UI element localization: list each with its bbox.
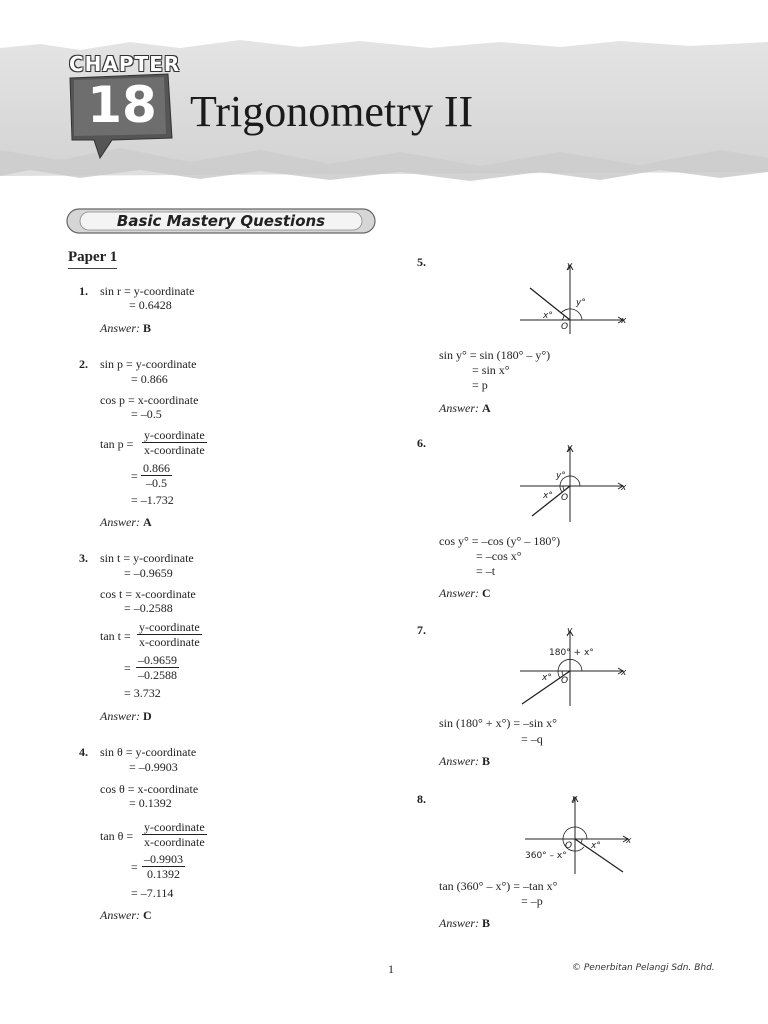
q5-axis-y-label: y: [567, 261, 573, 271]
question-number: 5.: [417, 255, 426, 269]
section-label: Basic Mastery Questions: [116, 212, 326, 230]
q5-line: = p: [472, 378, 488, 392]
chapter-number: 18: [87, 76, 157, 134]
q4-eq: =: [131, 860, 138, 874]
q7-axis-x-label: x: [621, 668, 627, 678]
q3-line: cos t = x-coordinate: [100, 587, 196, 601]
q3-fraction: y-coordinate x-coordinate: [139, 620, 200, 649]
q7-origin-label: O: [561, 676, 569, 686]
q7-line: = –q: [521, 732, 543, 746]
q7-axis-y-label: y: [567, 626, 573, 636]
q2-fraction: $\frac{0.866}{-0.5}$: [143, 461, 170, 490]
q4-line: = –0.9903: [129, 760, 178, 774]
q4-fraction: $\frac{-0.9903}{0.1392}$: [144, 852, 183, 881]
q2-line: = 0.866: [131, 372, 168, 386]
q4-line: cos θ = x-coordinate: [100, 782, 199, 796]
q4-line: sin θ = y-coordinate: [100, 745, 197, 759]
question-number: 7.: [417, 623, 426, 637]
q6-line: cos y° = –cos (y° – 180°): [439, 534, 561, 548]
q1-line: = 0.6428: [129, 298, 172, 312]
q2-fraction: y-coordinate x-coordinate: [144, 428, 205, 457]
q4-fraction: y-coordinate x-coordinate: [144, 820, 205, 849]
question-number: 2.: [79, 357, 88, 371]
q7-angle-label: x°: [542, 673, 552, 683]
q2-line: cos p = x-coordinate: [100, 393, 199, 407]
q2-eq: =: [131, 469, 138, 483]
q1-answer: Answer: B: [100, 321, 152, 335]
q2-result: = –1.732: [131, 493, 174, 507]
q2-line: = –0.5: [131, 407, 162, 421]
q8-origin-label: O: [565, 841, 573, 851]
paper-label: Paper 1: [68, 249, 117, 269]
q1-line: sin r = y-coordinate: [100, 284, 195, 298]
q3-line: = –0.9659: [124, 566, 173, 580]
q4-result: = –7.114: [131, 886, 174, 900]
q5-answer: Answer: A: [439, 401, 491, 415]
question-number: 3.: [79, 551, 88, 565]
q6-angle-label: y°: [556, 471, 566, 481]
chapter-word: CHAPTER: [69, 52, 181, 76]
q7-angle-label: 180° + x°: [549, 648, 594, 658]
q5-axis-x-label: x: [621, 316, 627, 326]
q6-line: = –cos x°: [476, 549, 522, 563]
q3-eq: =: [124, 661, 131, 675]
q8-angle-label: x°: [591, 841, 601, 851]
q8-line: = –p: [521, 894, 543, 908]
q3-fraction: $\frac{-0.9659}{-0.2588}$: [138, 653, 177, 682]
q3-line: sin t = y-coordinate: [100, 551, 194, 565]
q8-angle-label: 360° – x°: [525, 851, 567, 861]
question-number: 6.: [417, 436, 426, 450]
copyright: © Penerbitan Pelangi Sdn. Bhd.: [572, 963, 715, 973]
q5-origin-label: O: [561, 322, 569, 332]
q8-axis-y-label: y: [572, 794, 578, 804]
q6-axis-x-label: x: [621, 483, 627, 493]
page-number: 1: [388, 962, 394, 976]
q5-line: sin y° = sin (180° – y°): [439, 348, 551, 362]
q4-line: = 0.1392: [129, 796, 172, 810]
q3-answer: Answer: D: [100, 709, 152, 723]
q8-answer: Answer: B: [439, 916, 491, 930]
q3-result: = 3.732: [124, 686, 161, 700]
q2-line: sin p = y-coordinate: [100, 357, 197, 371]
q8-line: tan (360° – x°) = –tan x°: [439, 879, 558, 893]
q4-answer: Answer: C: [100, 908, 152, 922]
page-title: Trigonometry II: [190, 87, 474, 136]
question-number: 1.: [79, 284, 88, 298]
q6-origin-label: O: [561, 493, 569, 503]
q2-tan-label: tan p =: [100, 437, 134, 451]
q5-line: = sin x°: [472, 363, 510, 377]
q8-axis-x-label: x: [626, 836, 632, 846]
q2-answer: Answer: A: [100, 515, 152, 529]
q6-answer: Answer: C: [439, 586, 491, 600]
q5-angle-label: y°: [576, 298, 586, 308]
q3-line: = –0.2588: [124, 601, 173, 615]
q7-answer: Answer: B: [439, 754, 491, 768]
question-number: 8.: [417, 792, 426, 806]
question-number: 4.: [79, 745, 88, 759]
q6-line: = –t: [476, 564, 496, 578]
q6-angle-label: x°: [543, 491, 553, 501]
q5-angle-label: x°: [543, 311, 553, 321]
q7-line: sin (180° + x°) = –sin x°: [439, 716, 557, 730]
q4-tan-label: tan θ =: [100, 829, 134, 843]
q3-tan-label: tan t =: [100, 629, 131, 643]
q6-axis-y-label: y: [567, 443, 573, 453]
